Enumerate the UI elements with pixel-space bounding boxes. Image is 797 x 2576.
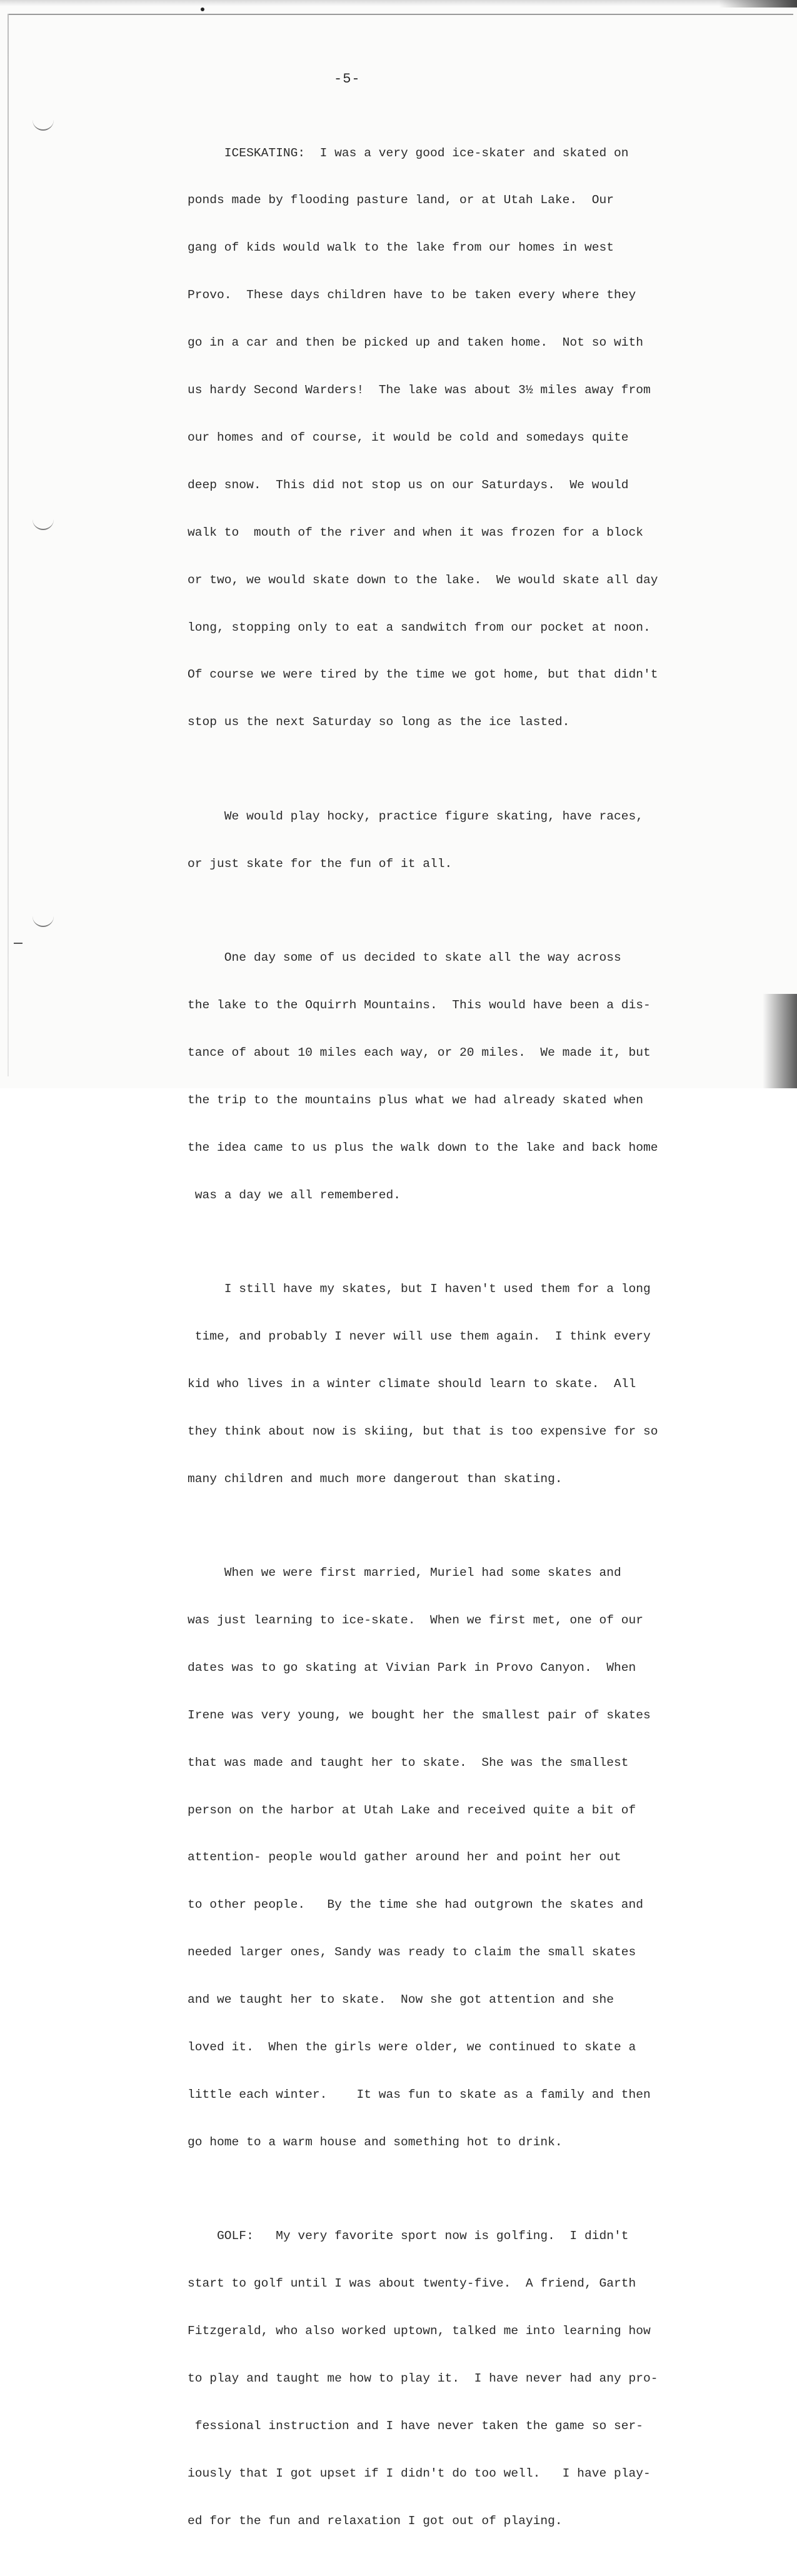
text-line: iously that I got upset if I didn't do too well. I have play-	[188, 2466, 651, 2480]
text-line: go in a car and then be picked up and taken home. Not so with	[188, 336, 644, 350]
text-line: I still have my skates, but I haven't used them for a long	[188, 1282, 651, 1296]
text-line: tance of about 10 miles each way, or 20 miles. We made it, but	[188, 1045, 651, 1060]
text-line: One day some of us decided to skate all the way across	[188, 951, 621, 965]
binder-hole-mark-bottom	[33, 913, 54, 927]
text-line: the lake to the Oquirrh Mountains. This would have been a dis-	[188, 998, 651, 1013]
text-line: they think about now is skiing, but that is too expensive for so	[188, 1424, 658, 1438]
scan-corner-shadow	[719, 0, 797, 8]
text-line: stop us the next Saturday so long as the ice lasted.	[188, 715, 570, 729]
text-line: ed for the fun and relaxation I got out of playing.	[188, 2513, 563, 2528]
text-line: the idea came to us plus the walk down to the lake and back home	[188, 1140, 658, 1155]
scan-top-rule	[9, 14, 793, 15]
text-line: We would play hocky, practice figure skating, have races,	[188, 809, 644, 823]
text-line: Irene was very young, we bought her the smallest pair of skates	[188, 1708, 651, 1722]
text-line: kid who lives in a winter climate should learn to skate. All	[188, 1376, 636, 1391]
text-line: ICESKATING: I was a very good ice-skater and skated on	[188, 146, 629, 160]
paragraph-family-skating	[188, 1534, 706, 2182]
text-line: needed larger ones, Sandy was ready to claim the small skates	[188, 1945, 636, 1960]
paragraph-hockey	[188, 777, 706, 903]
text-line: fessional instruction and I have never taken the game so ser-	[188, 2418, 644, 2433]
text-line: little each winter. It was fun to skate as a family and then	[188, 2087, 651, 2102]
text-line: ponds made by flooding pasture land, or at Utah Lake. Our	[188, 193, 614, 208]
text-line: When we were first married, Muriel had some skates and	[188, 1566, 621, 1580]
text-line: GOLF: My very favorite sport now is golfing. I didn't	[188, 2229, 629, 2243]
text-line: to play and taught me how to play it. I have never had any pro-	[188, 2371, 658, 2385]
text-line: and we taught her to skate. Now she got attention and she	[188, 1993, 614, 2007]
text-line: start to golf until I was about twenty-five. A friend, Garth	[188, 2277, 636, 2291]
text-line: long, stopping only to eat a sandwitch from our pocket at noon.	[188, 620, 651, 634]
text-line: was just learning to ice-skate. When we first met, one of our	[188, 1613, 644, 1628]
paragraph-still-have-skates	[188, 1250, 706, 1518]
text-line: or two, we would skate down to the lake. We would skate all day	[188, 573, 658, 587]
text-line: time, and probably I never will use them again. I think every	[188, 1329, 651, 1343]
text-line: dates was to go skating at Vivian Park in Provo Canyon. When	[188, 1660, 636, 1675]
text-line: the trip to the mountains plus what we had already skated when	[188, 1093, 644, 1107]
binder-hole-mark-top	[33, 117, 54, 131]
text-line: person on the harbor at Utah Lake and received quite a bit of	[188, 1803, 636, 1817]
margin-tick-mark	[14, 943, 23, 944]
scan-left-edge	[8, 14, 9, 1076]
paragraph-golf	[188, 2197, 706, 2561]
text-line: that was made and taught her to skate. She was the smallest	[188, 1755, 629, 1770]
text-line: many children and much more dangerout than skating.	[188, 1471, 563, 1486]
text-line: or just skate for the fun of it all.	[188, 856, 453, 871]
paragraph-oquirrh-trip	[188, 919, 706, 1235]
text-line: gang of kids would walk to the lake from our homes in west	[188, 241, 614, 255]
page-number: -5-	[334, 71, 361, 87]
scan-speck	[201, 8, 204, 11]
text-line: Provo. These days children have to be taken every where they	[188, 288, 636, 303]
scan-bottom-right-shadow	[763, 994, 797, 1088]
binder-hole-mark-middle	[33, 516, 54, 530]
text-line: Fitzgerald, who also worked uptown, talked me into learning how	[188, 2324, 651, 2338]
paragraph-iceskating	[188, 114, 706, 762]
text-line: our homes and of course, it would be cold and somedays quite	[188, 430, 629, 444]
text-line: go home to a warm house and something hot to drink.	[188, 2135, 563, 2149]
text-line: deep snow. This did not stop us on our Saturdays. We would	[188, 478, 629, 492]
text-line: was a day we all remembered.	[188, 1188, 401, 1202]
text-line: walk to mouth of the river and when it was frozen for a block	[188, 525, 644, 539]
text-line: loved it. When the girls were older, we continued to skate a	[188, 2040, 636, 2055]
text-line: to other people. By the time she had outgrown the skates and	[188, 1898, 644, 1912]
typed-body-text	[188, 114, 706, 2576]
scan-top-edge	[0, 0, 797, 6]
text-line: attention- people would gather around her and point her out	[188, 1850, 621, 1865]
text-line: Of course we were tired by the time we got home, but that didn't	[188, 668, 658, 682]
text-line: us hardy Second Warders! The lake was about 3½ miles away from	[188, 383, 651, 398]
